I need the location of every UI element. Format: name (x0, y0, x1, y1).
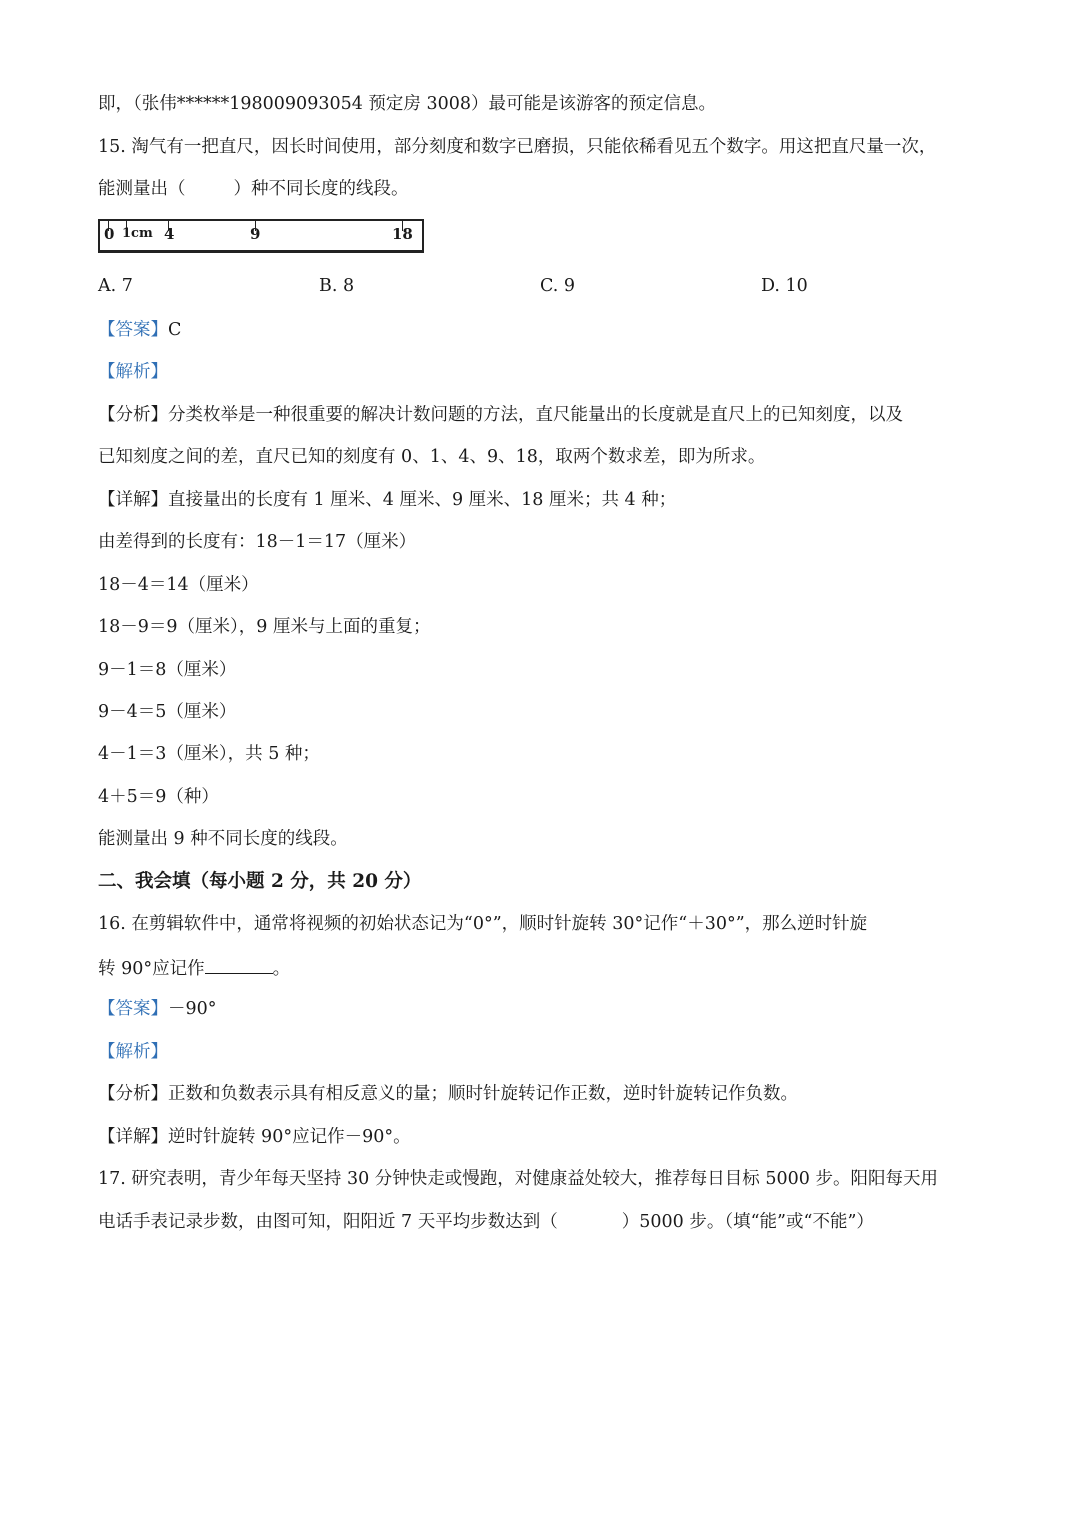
ruler-label-1cm: 1cm (122, 226, 153, 241)
calc-line-1: 由差得到的长度有：18－1＝17（厘米） (98, 532, 417, 552)
question-16-pre: 转 90°应记作 (98, 959, 205, 979)
ruler-label-0: 0 (104, 225, 115, 243)
calc-line-2: 18－4＝14（厘米） (98, 575, 259, 595)
detail-16: 【详解】逆时针旋转 90°应记作－90°。 (98, 1127, 411, 1147)
analysis-label-15: 【解析】 (98, 362, 168, 382)
calc-line-6: 4－1＝3（厘米），共 5 种； (98, 744, 320, 764)
option-c: C. 9 (540, 276, 576, 296)
ruler-figure (98, 219, 424, 253)
question-17-line-2 (98, 1210, 874, 1234)
option-d: D. 10 (761, 276, 808, 296)
conclusion-15: 能测量出 9 种不同长度的线段。 (98, 829, 348, 849)
line-booking-info: 即，（张伟******198009093054 预定房 3008）最可能是该游客的预定信息。 (98, 94, 717, 114)
question-17-line-1: 17. 研究表明，青少年每天坚持 30 分钟快走或慢跑，对健康益处较大，推荐每日目标 5000 步。阳阳每天用 (98, 1169, 938, 1189)
detail-15: 【详解】直接量出的长度有 1 厘米、4 厘米、9 厘米、18 厘米；共 4 种； (98, 490, 677, 510)
answer-16 (98, 997, 217, 1021)
analysis-16: 【分析】正数和负数表示具有相反意义的量；顺时针旋转记作正数，逆时针旋转记作负数。 (98, 1084, 798, 1104)
calc-line-7: 4＋5＝9（种） (98, 787, 219, 807)
answer-15 (98, 318, 181, 342)
question-15-line-1: 15. 淘气有一把直尺，因长时间使用，部分刻度和数字已磨损，只能依稀看见五个数字。用这把直尺量一次， (98, 137, 937, 157)
question-16-post: 。 (272, 959, 291, 979)
analysis-label-16: 【解析】 (98, 1042, 168, 1062)
ruler-label-9: 9 (250, 225, 261, 243)
answer-label: 【答案】 (98, 320, 168, 340)
analysis-15-line-1: 【分析】分类枚举是一种很重要的解决计数问题的方法，直尺能量出的长度就是直尺上的已知刻度，以及 (98, 405, 903, 425)
calc-line-3: 18－9＝9（厘米），9 厘米与上面的重复； (98, 617, 431, 637)
answer-value: －90° (168, 999, 217, 1019)
analysis-15-line-2: 已知刻度之间的差，直尺已知的刻度有 0、1、4、9、18，取两个数求差，即为所求。 (98, 447, 766, 467)
answer-value: C (168, 320, 182, 340)
ruler-label-4: 4 (164, 225, 175, 243)
option-b: B. 8 (319, 276, 355, 296)
section-heading-2: 二、我会填（每小题 2 分，共 20 分） (98, 871, 422, 892)
question-15-line-2 (98, 177, 409, 201)
question-17-pre: 电话手表记录步数，由图可知，阳阳近 7 天平均步数达到（ (98, 1212, 558, 1232)
calc-line-4: 9－1＝8（厘米） (98, 660, 237, 680)
question-15-post: ）种不同长度的线段。 (233, 179, 409, 199)
question-16-line-1: 16. 在剪辑软件中，通常将视频的初始状态记为“0°”，顺时针旋转 30°记作“＋30°”，那么逆时针旋 (98, 914, 868, 934)
answer-label: 【答案】 (98, 999, 168, 1019)
option-a: A. 7 (98, 276, 133, 296)
question-17-post: ）5000 步。（填“能”或“不能”） (621, 1212, 874, 1232)
answer-options (98, 276, 998, 300)
calc-line-5: 9－4＝5（厘米） (98, 702, 237, 722)
answer-blank (205, 955, 273, 974)
question-16-line-2 (98, 955, 290, 981)
ruler-label-18: 18 (392, 225, 413, 243)
question-15-pre: 能测量出（ (98, 179, 186, 199)
